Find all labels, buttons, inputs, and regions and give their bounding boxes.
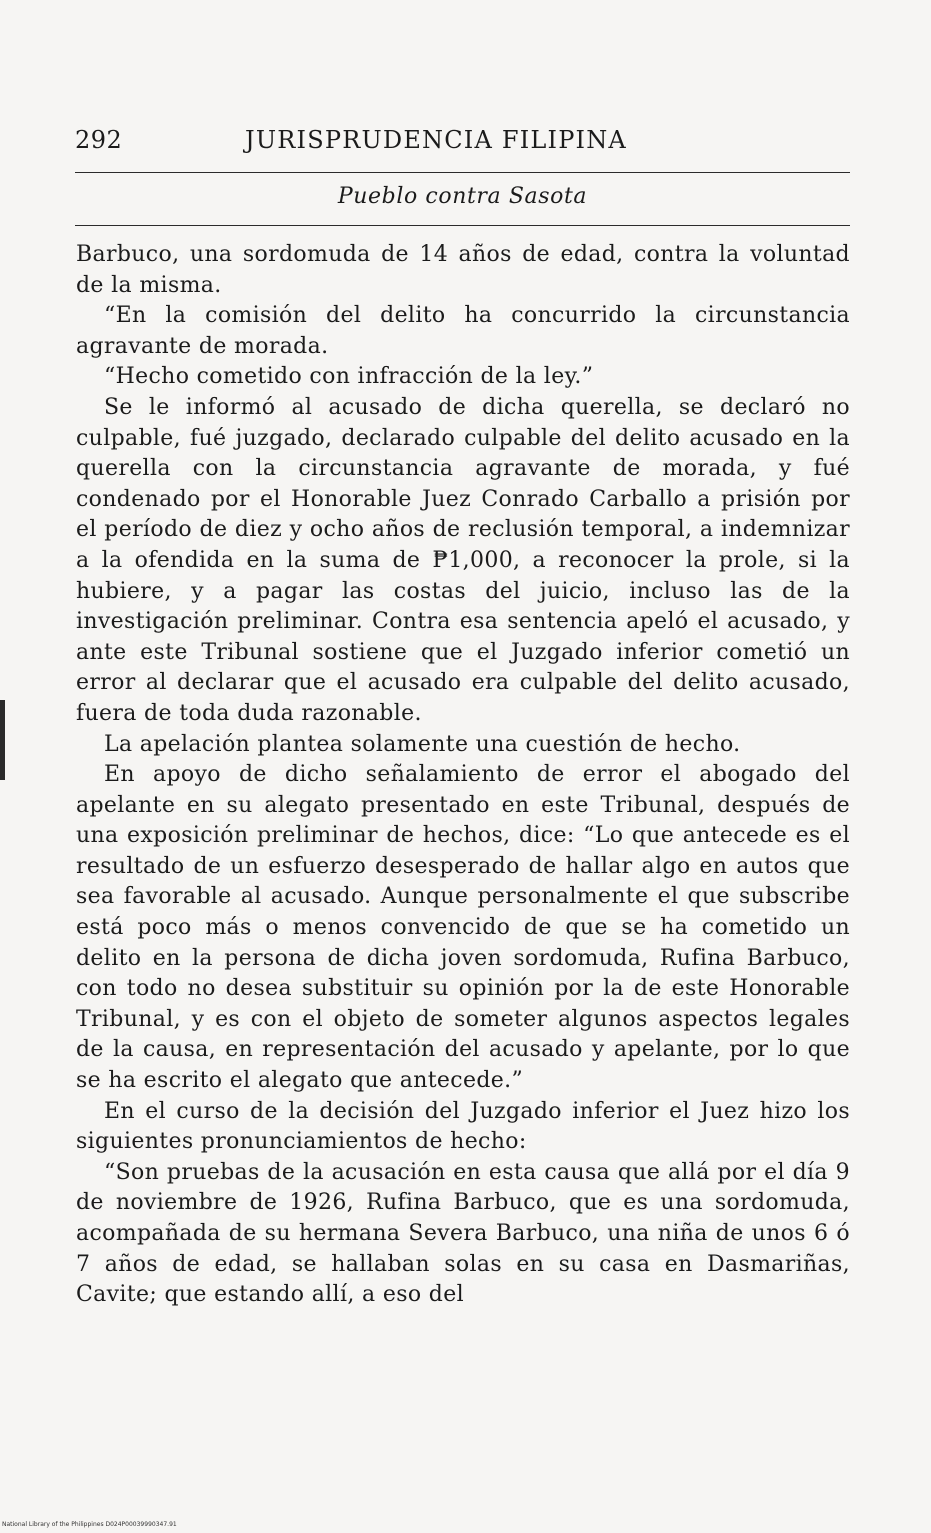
paragraph: En el curso de la decisión del Juzgado inferior el Juez hizo los siguientes pronunciamientos de hecho: bbox=[76, 1098, 850, 1155]
scan-edge-shadow bbox=[0, 700, 5, 780]
body-text bbox=[76, 240, 850, 1311]
header-rule-bottom bbox=[75, 225, 850, 226]
paragraph: Se le informó al acusado de dicha querella, se declaró no culpable, fué juzgado, declarado culpable del delito acusado en la querella con la circunstancia agravante de morada, y fué condenado por el Honorable Juez Conrado Carballo a prisión por el período de diez y ocho años de reclusión temporal, a indemnizar a la ofendida en la suma de ₱1,000, a reconocer la prole, si la hubiere, y a pagar las costas del juicio, incluso las de la investigación preliminar. Contra esa sentencia apeló el acusado, y ante este Tribunal sostiene que el Juzgado inferior cometió un error al declarar que el acusado era culpable del delito acusado, fuera de toda duda razonable. bbox=[76, 394, 850, 726]
paragraph: La apelación plantea solamente una cuestión de hecho. bbox=[104, 731, 741, 757]
paragraph: “Hecho cometido con infracción de la ley.” bbox=[104, 364, 594, 390]
paragraph: “Son pruebas de la acusación en esta causa que allá por el día 9 de noviembre de 1926, Rufina Barbuco, que es una sordomuda, acompañada de su hermana Severa Barbuco, una niña de unos 6 ó 7 años de edad, se hallaban solas en su casa en Dasmariñas, Cavite; que estando allí, a eso del bbox=[76, 1159, 850, 1308]
header-rule-top bbox=[75, 172, 850, 173]
page-header bbox=[75, 122, 850, 162]
library-imprint: National Library of the Philippines D024P00039990347.91 bbox=[2, 1521, 177, 1528]
case-title: Pueblo contra Sasota bbox=[337, 184, 588, 209]
page-number: 292 bbox=[75, 126, 123, 154]
paragraph: “En la comisión del delito ha concurrido la circunstancia agravante de morada. bbox=[76, 303, 850, 359]
paragraph-continuation: Barbuco, una sordomuda de 14 años de edad, contra la voluntad de la misma. bbox=[76, 242, 850, 298]
paragraph: En apoyo de dicho señalamiento de error el abogado del apelante en su alegato presentado en este Tribunal, después de una exposición preliminar de hechos, dice: “Lo que antecede es el resultado de un esfuerzo desesperado de hallar algo en autos que sea favorable al acusado. Aunque personalmente el que subscribe está poco más o menos convencido de que se ha cometido un delito en la persona de dicha joven sordomuda, Rufina Barbuco, con todo no desea substituir su opinión por la de este Honorable Tribunal, y es con el objeto de someter algunos aspectos legales de la causa, en representación del acusado y apelante, por lo que se ha escrito el alegato que antecede.” bbox=[76, 762, 850, 1094]
running-title: JURISPRUDENCIA FILIPINA bbox=[245, 126, 627, 154]
